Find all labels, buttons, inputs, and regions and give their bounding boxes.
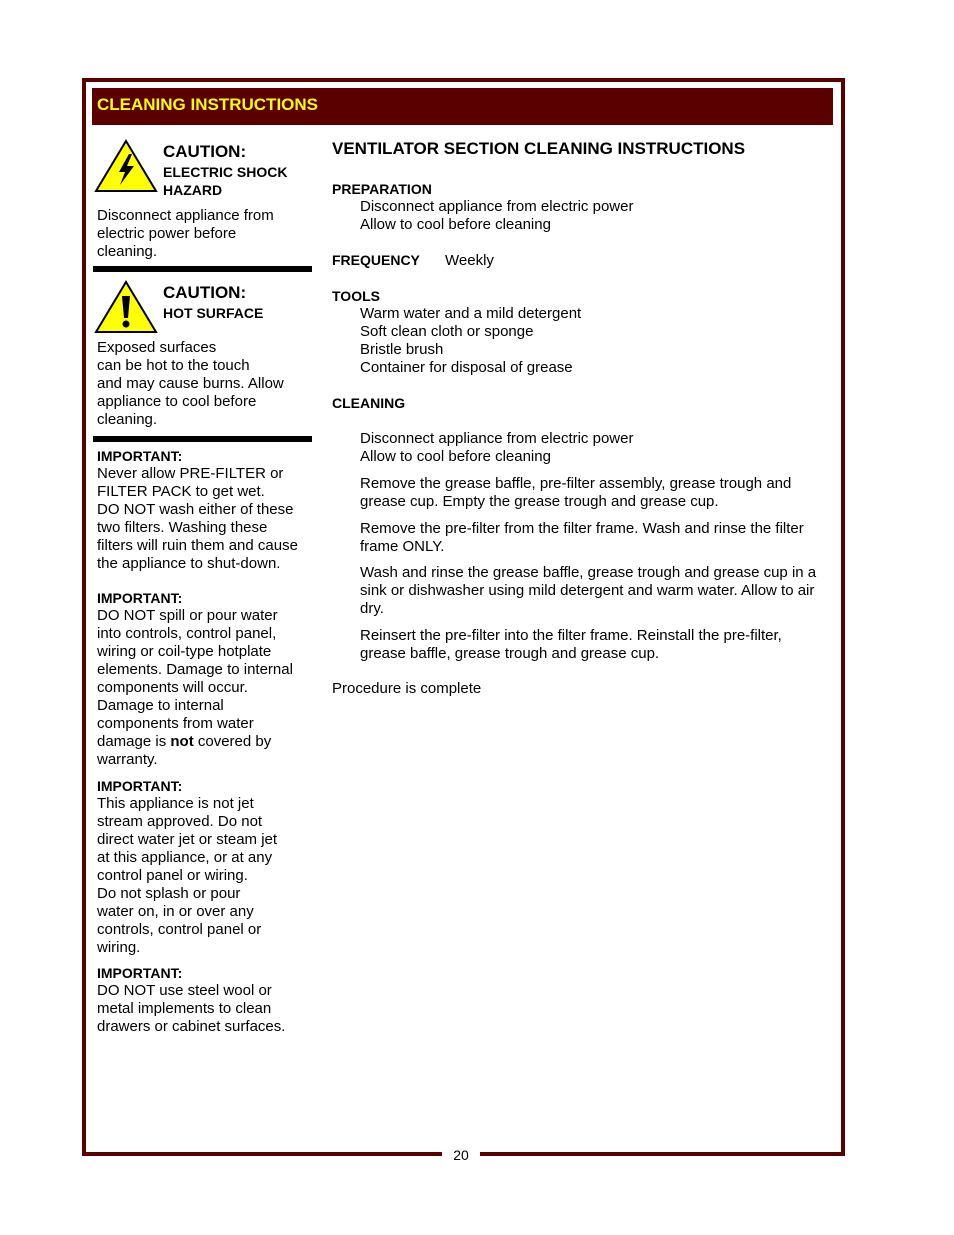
text-line: Allow to cool before cleaning (360, 216, 551, 233)
cleaning-step-2: Remove the pre-filter from the filter frame. Wash and rinse the filter frame ONLY. (360, 520, 804, 555)
text-line: the appliance to shut-down. (97, 555, 281, 572)
text-line: FILTER PACK to get wet. (97, 483, 265, 500)
hot-surface-warning-icon (94, 280, 158, 334)
text-line: wiring. (97, 939, 141, 956)
text-line (97, 733, 312, 751)
tools-label: TOOLS (332, 288, 380, 304)
text-line: Damage to internal (97, 697, 224, 714)
cleaning-step-3: Wash and rinse the grease baffle, grease trough and grease cup in a sink or dishwasher using mild detergent and warm water. Allow to air dry. (360, 564, 817, 617)
electric-shock-warning-icon (94, 139, 158, 193)
cleaning-label: CLEANING (332, 395, 406, 411)
text-line: Bristle brush (360, 341, 444, 358)
preparation-list (360, 198, 830, 234)
important-title: IMPORTANT: (97, 778, 183, 794)
important-block-4 (97, 964, 312, 1036)
text-line: at this appliance, or at any (97, 849, 273, 866)
important-title: IMPORTANT: (97, 448, 183, 464)
important-title: IMPORTANT: (97, 590, 183, 606)
important-block-1 (97, 447, 312, 573)
text-line: into controls, control panel, (97, 625, 277, 642)
text-line: Warm water and a mild detergent (360, 305, 582, 322)
caution-sub-2: HOT SURFACE (163, 305, 264, 321)
cleaning-step-4: Reinsert the pre-filter into the filter frame. Reinstall the pre-filter, grease baffle, grease trough and grease cup. (360, 627, 782, 662)
text-line: stream approved. Do not (97, 813, 263, 830)
page-number: 20 (453, 1147, 469, 1163)
text-line: Disconnect appliance from electric power (360, 430, 634, 447)
text-line: electric power before (97, 225, 237, 242)
caution-text-2 (97, 339, 312, 429)
divider (93, 266, 312, 272)
text-line: Exposed surfaces (97, 339, 217, 356)
tools-list (360, 305, 830, 377)
caution-title-1: CAUTION: (163, 142, 247, 161)
preparation-label: PREPARATION (332, 181, 432, 197)
frequency-label: FREQUENCY (332, 252, 420, 268)
text-line: Never allow PRE-FILTER or (97, 465, 284, 482)
important-block-2 (97, 589, 312, 769)
text-line: drawers or cabinet surfaces. (97, 1018, 286, 1035)
text-line: and may cause burns. Allow (97, 375, 284, 392)
text-line: cleaning. (97, 411, 158, 428)
text-line: DO NOT use steel wool or (97, 982, 272, 999)
important-block-3 (97, 777, 312, 957)
text-line: appliance to cool before (97, 393, 257, 410)
procedure-complete: Procedure is complete (332, 680, 482, 697)
important-title: IMPORTANT: (97, 965, 183, 981)
text-line: warranty. (97, 751, 158, 768)
text-line: Disconnect appliance from (97, 207, 274, 224)
text-line: DO NOT wash either of these (97, 501, 294, 518)
text-line: DO NOT spill or pour water (97, 607, 278, 624)
text-line: Container for disposal of grease (360, 359, 573, 376)
text-span: damage is (97, 733, 171, 750)
text-line: can be hot to the touch (97, 357, 250, 374)
text-line: components will occur. (97, 679, 248, 696)
text-line: direct water jet or steam jet (97, 831, 278, 848)
text-line: Allow to cool before cleaning (360, 448, 551, 465)
caution-sub-1a: ELECTRIC SHOCK (163, 164, 288, 180)
text-line: This appliance is not jet (97, 795, 254, 812)
text-line: components from water (97, 715, 254, 732)
text-line: wiring or coil-type hotplate (97, 643, 272, 660)
page-title: CLEANING INSTRUCTIONS (97, 95, 318, 114)
cleaning-prep-list (360, 430, 830, 466)
cleaning-step-1: Remove the grease baffle, pre-filter assembly, grease trough and grease cup. Empty the grease trough and grease cup. (360, 475, 792, 510)
text-line: metal implements to clean (97, 1000, 272, 1017)
text-line: elements. Damage to internal (97, 661, 293, 678)
text-line: two filters. Washing these (97, 519, 268, 536)
text-line: Disconnect appliance from electric power (360, 198, 634, 215)
frequency-value: Weekly (445, 252, 494, 269)
text-span: covered by (193, 733, 272, 750)
divider (93, 436, 312, 442)
section-title: VENTILATOR SECTION CLEANING INSTRUCTIONS (332, 139, 746, 158)
bold-text: not (170, 733, 194, 750)
caution-sub-1b: HAZARD (163, 182, 223, 198)
text-line: Do not splash or pour (97, 885, 241, 902)
text-line: control panel or wiring. (97, 867, 248, 884)
caution-text-1 (97, 207, 312, 261)
text-line: Soft clean cloth or sponge (360, 323, 534, 340)
text-line: filters will ruin them and cause (97, 537, 298, 554)
text-line: cleaning. (97, 243, 158, 260)
text-line: water on, in or over any (97, 903, 254, 920)
caution-title-2: CAUTION: (163, 283, 247, 302)
text-line: controls, control panel or (97, 921, 262, 938)
